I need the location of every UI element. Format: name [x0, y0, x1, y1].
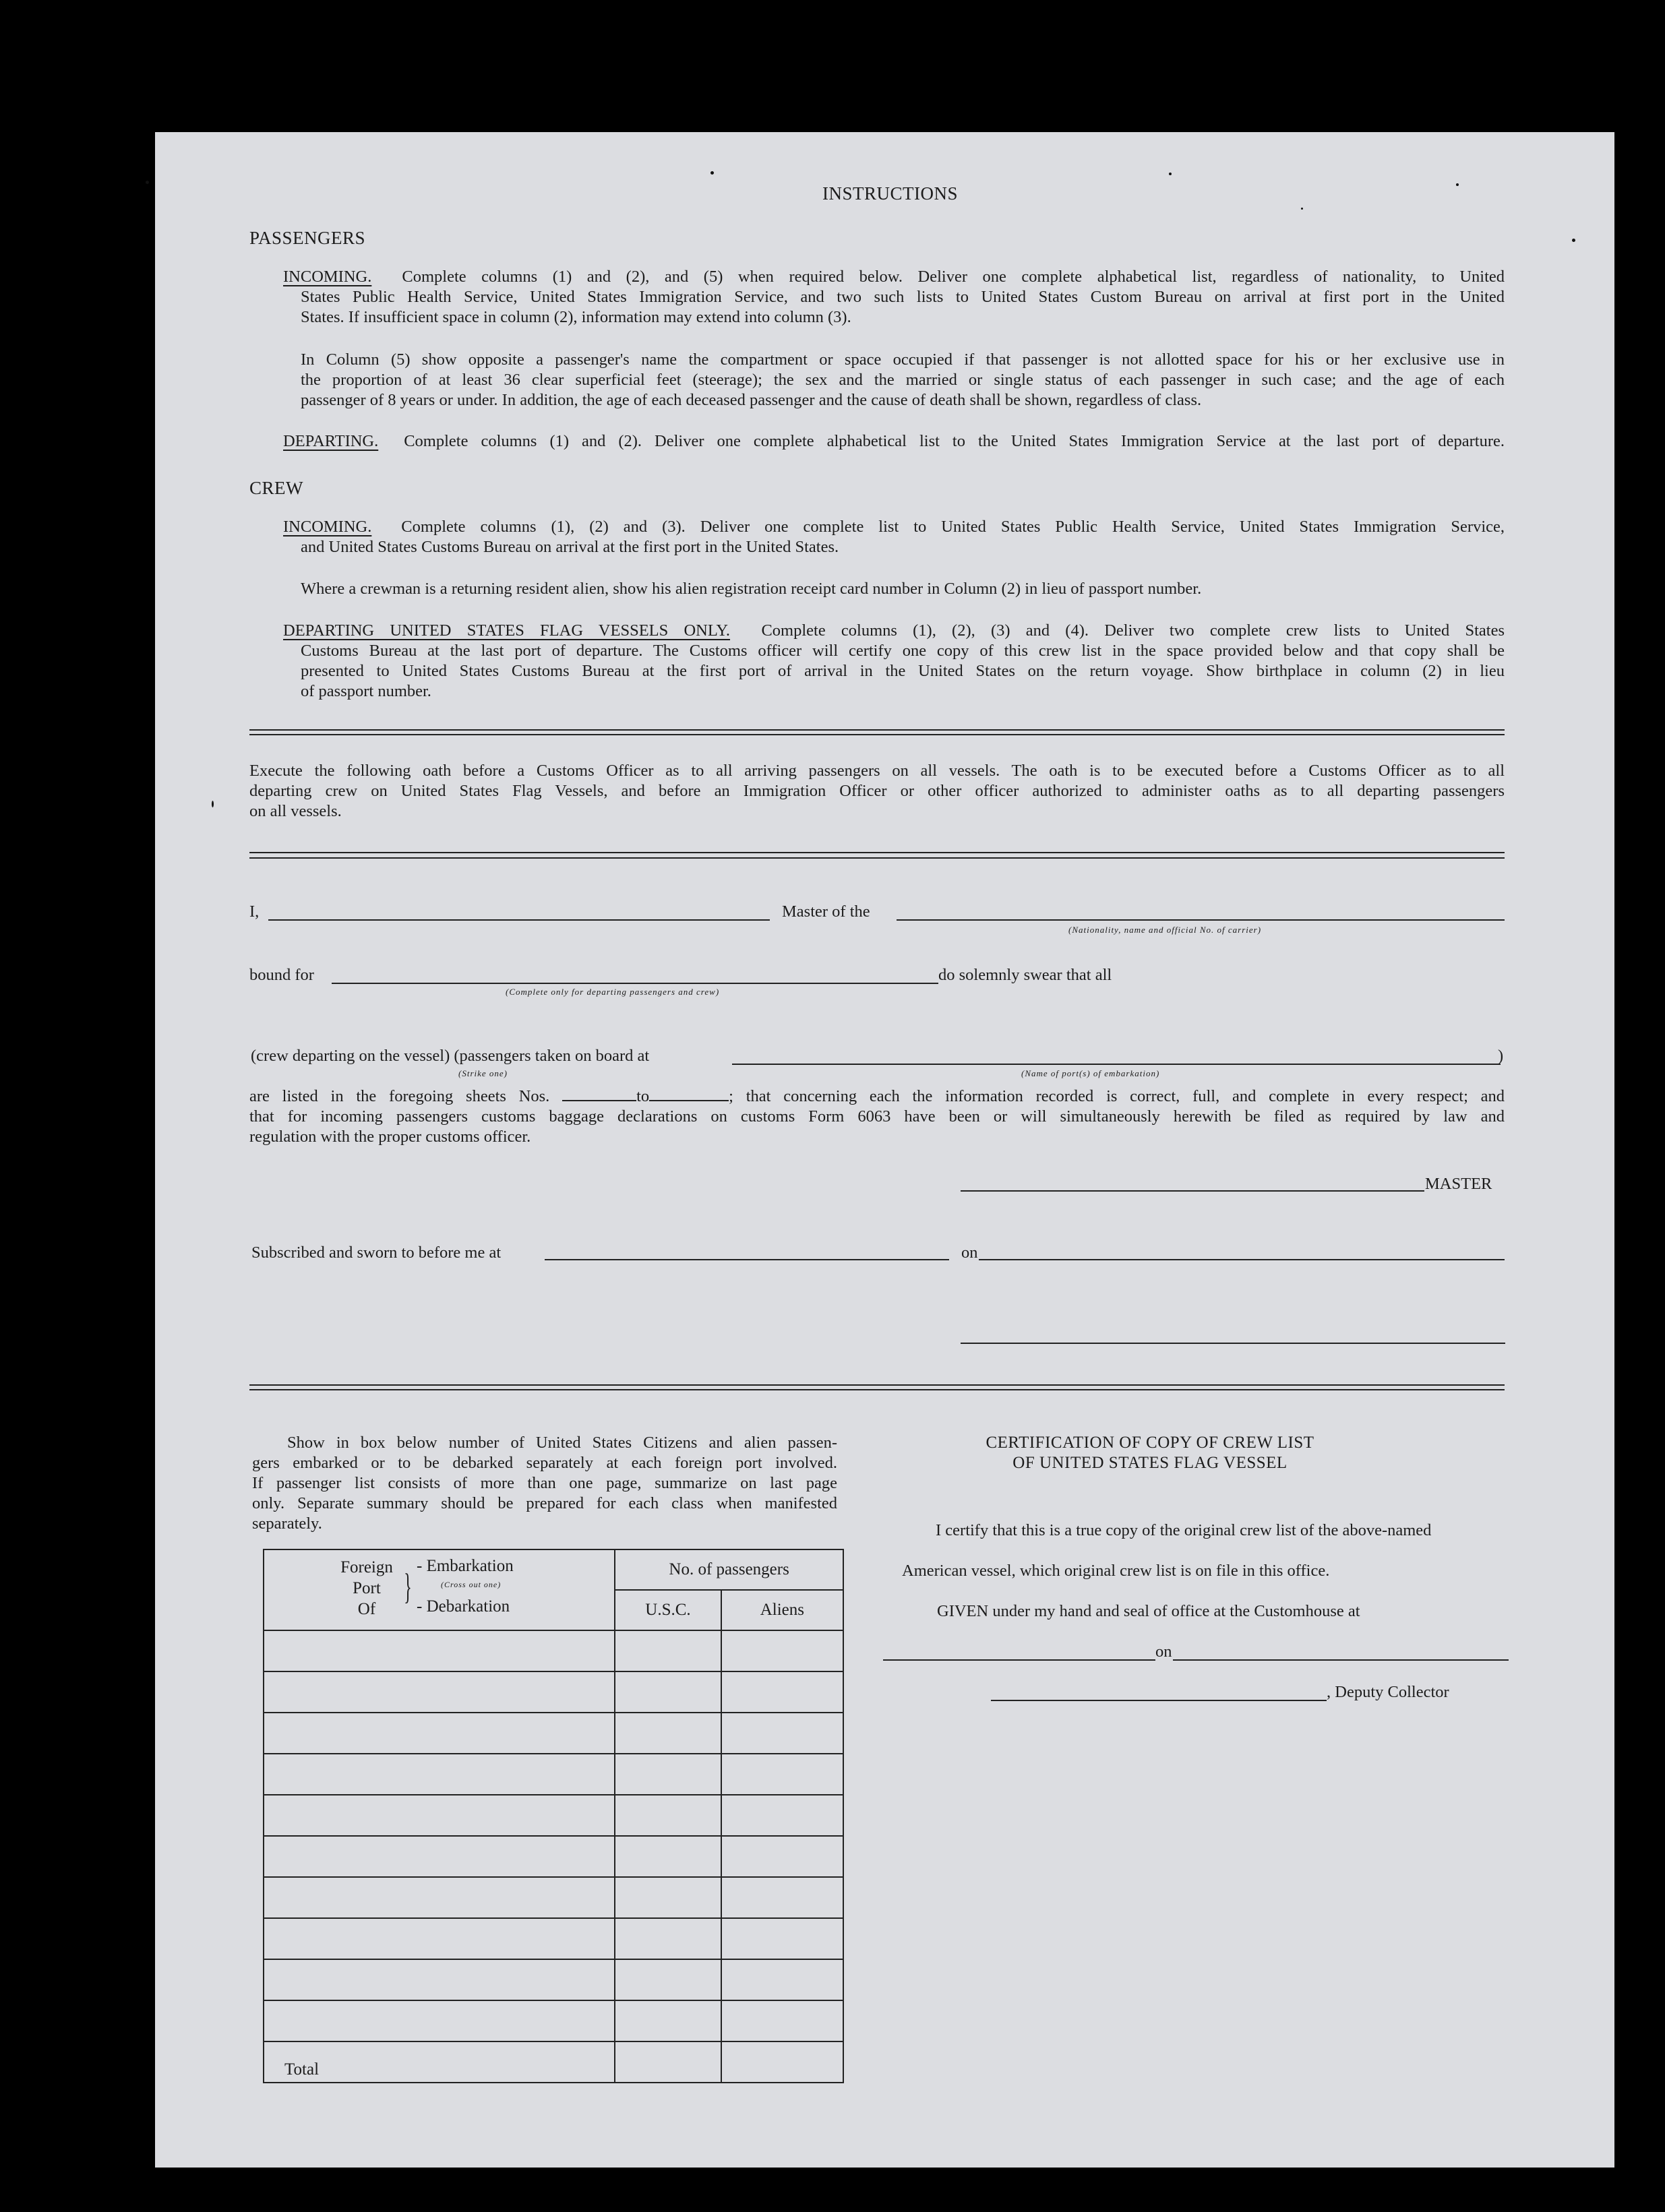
- crew-heading: CREW: [249, 478, 303, 498]
- sworn-date-field[interactable]: [979, 1259, 1505, 1260]
- aliens-header: Aliens: [721, 1590, 843, 1630]
- port-cell[interactable]: [264, 2000, 615, 2041]
- sheets-start-text: are listed in the foregoing sheets Nos.: [249, 1087, 550, 1105]
- crew-departing-block: [283, 621, 1505, 702]
- customhouse-field[interactable]: [883, 1659, 1155, 1661]
- deputy-signature-field[interactable]: [991, 1700, 1327, 1701]
- sheets-to-text: to: [636, 1087, 650, 1105]
- crew-incoming-text: Complete columns (1), (2) and (3). Deliver one complete list to United States Public Health Service, United States Immigration Service,: [401, 518, 1505, 536]
- usc-header: U.S.C.: [615, 1590, 721, 1630]
- usc-cell[interactable]: [615, 1630, 721, 1671]
- nationality-hint: (Nationality, name and official No. of carrier): [1068, 925, 1262, 935]
- divider: [249, 734, 1505, 735]
- summary-line3: If passenger list consists of more than one page, summarize on last page: [252, 1474, 837, 1492]
- scan-speck: [146, 181, 149, 184]
- sheet-to-field[interactable]: [649, 1100, 729, 1101]
- scan-speck: [1456, 183, 1459, 186]
- solemnly-swear-text: do solemnly swear that all: [938, 966, 1112, 984]
- port-cell[interactable]: [264, 1630, 615, 1671]
- passenger-incoming-text: Complete columns (1) and (2), and (5) when required below. Deliver one complete alphabetical list, regardless of nationality, to United: [402, 268, 1505, 286]
- crew-departing-line4: of passport number.: [301, 682, 431, 700]
- foreign-label: Foreign: [340, 1558, 393, 1576]
- bound-for-label: bound for: [249, 966, 314, 984]
- usc-cell[interactable]: [615, 2000, 721, 2041]
- master-label: MASTER: [1425, 1175, 1492, 1193]
- strike-one-hint: (Strike one): [458, 1068, 508, 1078]
- port-cell[interactable]: [264, 1754, 615, 1795]
- scan-speck: [710, 171, 714, 175]
- column5-line2: the proportion of at least 36 clear superficial feet (steerage); the sex and the married or single status of each passenger in such case; and the age of each: [301, 371, 1505, 389]
- summary-instructions: [252, 1433, 837, 1534]
- certify-date-field[interactable]: [1173, 1659, 1509, 1661]
- certification-title: [880, 1433, 1420, 1473]
- master-signature-field[interactable]: [961, 1190, 1424, 1192]
- master-name-field[interactable]: [268, 919, 770, 921]
- usc-cell[interactable]: [615, 1754, 721, 1795]
- passenger-incoming-line2: States Public Health Service, United States Immigration Service, and two such lists to United States Custom Bureau on arrival at first port in the United: [301, 288, 1505, 306]
- sheet-from-field[interactable]: [562, 1100, 636, 1101]
- crew-resident-alien: Where a crewman is a returning resident alien, show his alien registration receipt card number in Column (2) in lieu of passport number.: [301, 580, 1202, 598]
- aliens-cell[interactable]: [721, 1795, 843, 1836]
- certify-line1: I certify that this is a true copy of the original crew list of the above-named: [936, 1521, 1432, 1539]
- column5-block: [301, 350, 1505, 410]
- crew-passengers-text: (crew departing on the vessel) (passengers taken on board at: [251, 1047, 650, 1065]
- passenger-summary-table: [263, 1549, 844, 2083]
- summary-line2: gers embarked or to be debarked separately at each foreign port involved.: [252, 1454, 837, 1472]
- bound-for-hint: (Complete only for departing passengers and crew): [506, 987, 720, 997]
- aliens-cell[interactable]: [721, 2000, 843, 2041]
- bound-for-field[interactable]: [332, 983, 938, 984]
- usc-cell[interactable]: [615, 1671, 721, 1713]
- oath-line3: regulation with the proper customs officer.: [249, 1128, 531, 1146]
- certification-title-line2: OF UNITED STATES FLAG VESSEL: [1012, 1454, 1288, 1472]
- divider: [249, 729, 1505, 731]
- form-page: [155, 132, 1614, 2168]
- divider: [249, 1384, 1505, 1386]
- oath-note: [249, 761, 1505, 822]
- certification-title-line1: CERTIFICATION OF COPY OF CREW LIST: [986, 1434, 1314, 1452]
- cross-out-hint: (Cross out one): [441, 1580, 502, 1589]
- crew-departing-line2: Customs Bureau at the last port of departure. The Customs officer will certify one copy of this crew list in the space provided below and that copy shall be: [301, 642, 1505, 660]
- oath-note-line1: Execute the following oath before a Customs Officer as to all arriving passengers on all vessels. The oath is to be executed before a Customs Officer as to all: [249, 762, 1505, 780]
- scan-speck: [1572, 239, 1575, 242]
- passengers-heading: PASSENGERS: [249, 228, 366, 248]
- oath-note-line3: on all vessels.: [249, 802, 342, 820]
- usc-cell[interactable]: [615, 1713, 721, 1754]
- no-of-passengers-header: No. of passengers: [615, 1549, 843, 1590]
- crew-departing-text: Complete columns (1), (2), (3) and (4). Deliver two complete crew lists to United States: [761, 621, 1505, 640]
- total-label: Total: [264, 2041, 615, 2083]
- certify-line3: GIVEN under my hand and seal of office at the Customhouse at: [937, 1602, 1360, 1620]
- sworn-on-label: on: [961, 1243, 978, 1262]
- usc-cell[interactable]: [615, 1877, 721, 1918]
- deputy-collector-label: , Deputy Collector: [1327, 1683, 1449, 1701]
- aliens-cell[interactable]: [721, 1630, 843, 1671]
- port-cell[interactable]: [264, 1795, 615, 1836]
- aliens-cell[interactable]: [721, 1918, 843, 1959]
- port-cell[interactable]: [264, 1836, 615, 1877]
- aliens-cell[interactable]: [721, 1754, 843, 1795]
- crew-incoming-block: [283, 517, 1505, 557]
- port-cell[interactable]: [264, 1713, 615, 1754]
- usc-cell[interactable]: [615, 1795, 721, 1836]
- passenger-departing-text: Complete columns (1) and (2). Deliver one complete alphabetical list to the United States Immigration Service at the last port of departure.: [404, 432, 1505, 450]
- scan-speck: [1169, 173, 1172, 175]
- passenger-incoming-line3: States. If insufficient space in column (2), information may extend into column (3).: [301, 308, 851, 326]
- usc-cell[interactable]: [615, 1918, 721, 1959]
- embarkation-label: - Embarkation: [417, 1557, 514, 1575]
- brace-icon: }: [404, 1566, 412, 1607]
- sworn-place-field[interactable]: [545, 1259, 949, 1260]
- aliens-cell[interactable]: [721, 1877, 843, 1918]
- port-header-cell: [264, 1549, 615, 1630]
- aliens-cell[interactable]: [721, 1713, 843, 1754]
- passenger-departing-block: [283, 431, 1505, 452]
- summary-line4: only. Separate summary should be prepared for each class when manifested: [252, 1494, 837, 1512]
- port-cell[interactable]: [264, 1671, 615, 1713]
- port-cell[interactable]: [264, 1959, 615, 2000]
- oath-note-line2: departing crew on United States Flag Vessels, and before an Immigration Officer or other officer authorized to administer oaths as to all departing passengers: [249, 782, 1505, 800]
- column5-line3: passenger of 8 years or under. In addition, the age of each deceased passenger and the cause of death shall be shown, regardless of class.: [301, 391, 1202, 409]
- crew-incoming-line2: and United States Customs Bureau on arrival at the first port in the United States.: [301, 538, 839, 556]
- certify-on-label: on: [1155, 1642, 1172, 1661]
- passenger-departing-label: DEPARTING.: [283, 432, 379, 450]
- oath-line2: that for incoming passengers customs baggage declarations on customs Form 6063 have been or will simultaneously herewith be filed as required by law and: [249, 1107, 1505, 1126]
- carrier-field[interactable]: [897, 919, 1505, 921]
- of-label: Of: [357, 1600, 376, 1618]
- oath-i-label: I,: [249, 902, 260, 921]
- embarkation-port-field[interactable]: [732, 1064, 1501, 1065]
- divider: [249, 1389, 1505, 1390]
- port-label: Port: [353, 1579, 381, 1597]
- crew-incoming-label: INCOMING.: [283, 518, 372, 536]
- officer-signature-field[interactable]: [961, 1343, 1505, 1344]
- aliens-cell[interactable]: [721, 1836, 843, 1877]
- port-cell[interactable]: [264, 1918, 615, 1959]
- passenger-incoming-block: [283, 267, 1505, 328]
- instructions-title: INSTRUCTIONS: [822, 183, 959, 204]
- crew-departing-line3: presented to United States Customs Bureau at the first port of arrival in the United States on the return voyage. Show birthplace in column (2) in lieu: [301, 662, 1505, 680]
- scan-speck: [212, 801, 214, 807]
- usc-cell[interactable]: [615, 1959, 721, 2000]
- column5-line1: In Column (5) show opposite a passenger's name the compartment or space occupied if that passenger is not allotted space for his or her exclusive use in: [301, 350, 1505, 369]
- port-cell[interactable]: [264, 1877, 615, 1918]
- scan-speck: [1301, 208, 1303, 210]
- aliens-cell[interactable]: [721, 1959, 843, 2000]
- sheets-end-text: ; that concerning each the information recorded is correct, full, and complete in every respect; and: [729, 1087, 1505, 1105]
- master-of-the-label: Master of the: [782, 902, 870, 921]
- total-usc-cell[interactable]: [615, 2041, 721, 2083]
- summary-line1: Show in box below number of United States Citizens and alien passen-: [287, 1434, 837, 1452]
- aliens-cell[interactable]: [721, 1671, 843, 1713]
- subscribed-text: Subscribed and sworn to before me at: [251, 1243, 502, 1262]
- oath-body: [249, 1086, 1505, 1147]
- debarkation-label: - Debarkation: [417, 1597, 510, 1616]
- usc-cell[interactable]: [615, 1836, 721, 1877]
- summary-line5: separately.: [252, 1514, 322, 1533]
- divider: [249, 857, 1505, 859]
- passenger-incoming-label: INCOMING.: [283, 268, 372, 286]
- total-aliens-cell[interactable]: [721, 2041, 843, 2083]
- crew-departing-label: DEPARTING UNITED STATES FLAG VESSELS ONLY.: [283, 621, 731, 640]
- close-paren: ): [1498, 1047, 1504, 1065]
- port-hint: (Name of port(s) of embarkation): [1021, 1068, 1160, 1078]
- divider: [249, 852, 1505, 853]
- certify-line2: American vessel, which original crew list is on file in this office.: [902, 1562, 1330, 1580]
